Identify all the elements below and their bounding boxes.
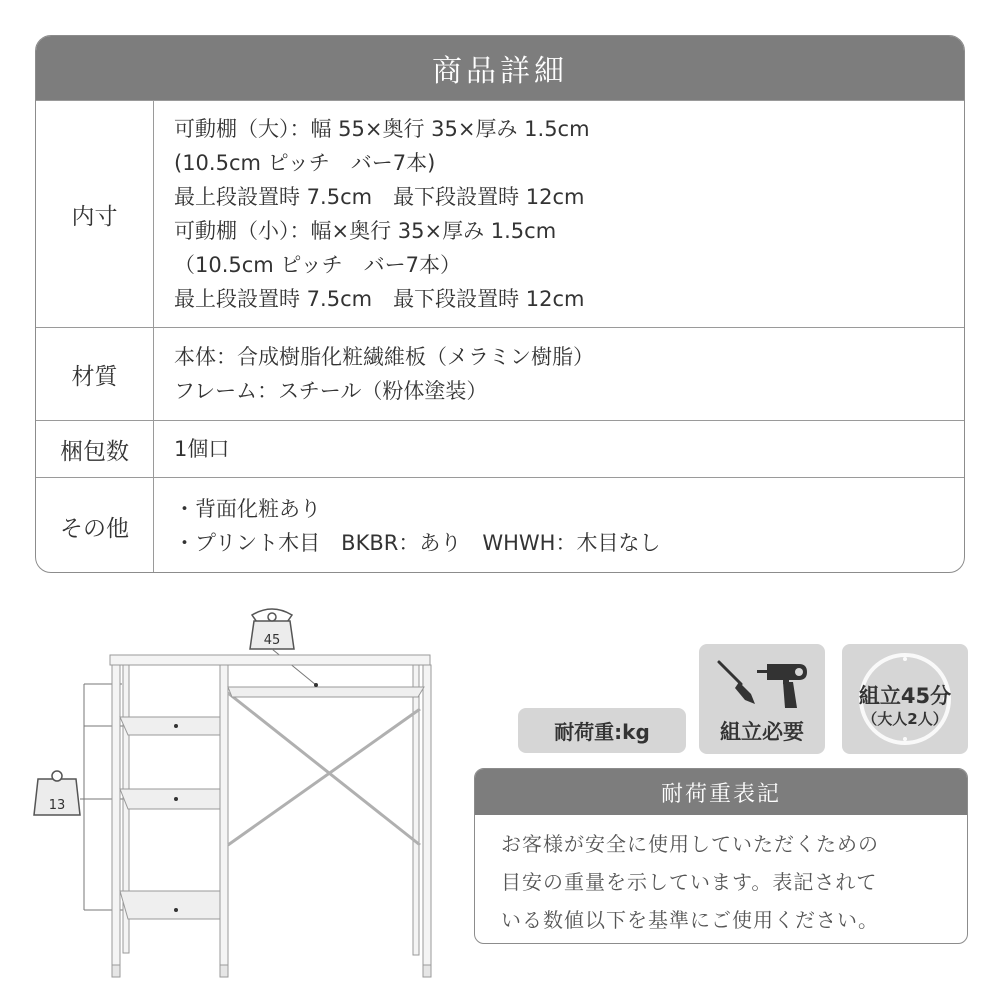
product-details-table: [35, 35, 965, 573]
shelf-load-diagram: [28, 605, 448, 995]
table-row: [36, 100, 964, 327]
value-line: （10.5cm ピッチ バー7本）: [174, 253, 461, 277]
table-row: [36, 420, 964, 477]
weight-top-label: 45: [263, 633, 281, 648]
assembly-required-label: 組立必要: [720, 720, 804, 744]
load-unit-tag: 耐荷重:kg: [518, 708, 686, 753]
row-label: その他: [36, 478, 154, 573]
weight-side-label: 13: [48, 798, 66, 813]
assembly-time-badge: [842, 644, 968, 754]
row-value: [154, 101, 964, 327]
value-line: 可動棚（小）：幅×奥行 35×厚み 1.5cm: [174, 219, 557, 243]
value-line: ・プリント木目 BKBR：あり WHWH：木目なし: [174, 531, 661, 555]
row-label: 材質: [36, 328, 154, 420]
load-note-title: 耐荷重表記: [475, 769, 967, 815]
row-value: [154, 478, 964, 573]
table-row: [36, 327, 964, 420]
assembly-people-label: （大人2人）: [862, 710, 948, 728]
value-line: 1個口: [174, 437, 230, 461]
assembly-time-label: 組立45分: [858, 684, 952, 708]
row-value: [154, 421, 964, 477]
value-line: (10.5cm ピッチ バー7本): [174, 151, 436, 175]
note-line: いる数値以下を基準にご使用ください。: [501, 908, 879, 932]
row-value: [154, 328, 964, 420]
value-line: ・背面化粧あり: [174, 497, 321, 521]
table-title: 商品詳細: [36, 36, 964, 100]
row-label: 梱包数: [36, 421, 154, 477]
load-note-body: [475, 815, 967, 939]
row-label: 内寸: [36, 101, 154, 327]
assembly-required-badge: [699, 644, 825, 754]
shelf-board: [120, 687, 424, 919]
drill-icon: [755, 652, 815, 712]
value-line: フレーム：スチール（粉体塗装）: [174, 379, 488, 403]
value-line: 最上段設置時 7.5cm 最下段設置時 12cm: [174, 287, 585, 311]
value-line: 可動棚（大）：幅 55×奥行 35×厚み 1.5cm: [174, 117, 590, 141]
value-line: 本体：合成樹脂化粧繊維板（メラミン樹脂）: [174, 345, 594, 369]
note-line: 目安の重量を示しています。表記されて: [501, 870, 878, 894]
note-line: お客様が安全に使用していただくための: [501, 832, 879, 856]
table-row: [36, 477, 964, 573]
value-line: 最上段設置時 7.5cm 最下段設置時 12cm: [174, 185, 585, 209]
load-note-box: [474, 768, 968, 944]
